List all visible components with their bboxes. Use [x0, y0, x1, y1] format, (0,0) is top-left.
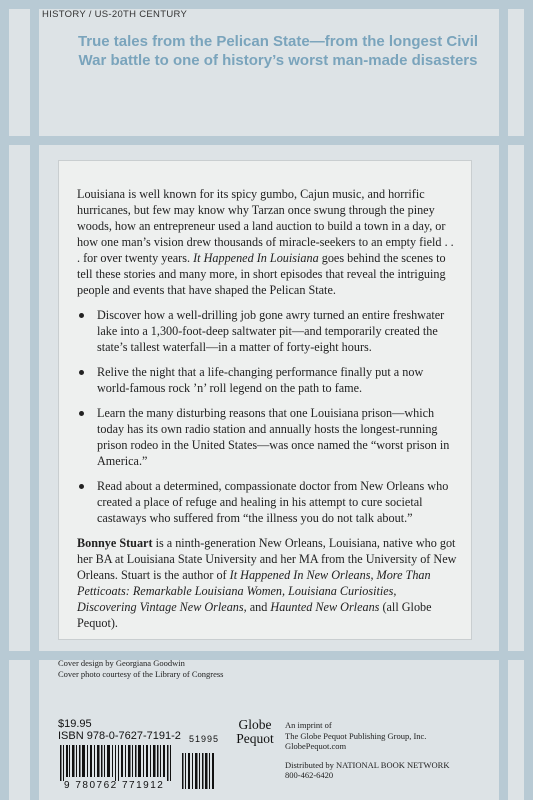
bullet-text: Learn the many disturbing reasons that one Louisiana prison—which today has its own radio station and annually hosts the longest-running prison rodeo in the United States—was once named the “worst prison in America.” — [97, 406, 450, 468]
bullet-icon — [79, 313, 84, 318]
tagline: True tales from the Pelican State—from the longest Civil War battle to one of history’s worst man-made disasters — [77, 33, 479, 69]
author-bio — [77, 535, 457, 631]
list-item — [77, 364, 457, 396]
logo-line-2: Pequot — [236, 731, 274, 746]
intro-text-2: goes behind the scenes to tell these stories and many more, in short episodes that reveal the intriguing people and events that have shaped the Pelican State. — [77, 251, 446, 297]
category-label: HISTORY / US-20TH CENTURY — [42, 9, 188, 20]
description-panel — [58, 160, 472, 640]
frame-line-left-inner — [30, 0, 39, 800]
list-item — [77, 478, 457, 526]
frame-line-left — [0, 0, 9, 800]
distributor: Distributed by NATIONAL BOOK NETWORK — [285, 759, 450, 770]
bio-text-2: and — [246, 600, 271, 614]
imprint-label: An imprint of — [285, 720, 332, 730]
bullet-icon — [79, 484, 84, 489]
photo-credit: Cover photo courtesy of the Library of Congress — [58, 669, 224, 679]
highlights-list — [77, 307, 457, 526]
list-item — [77, 405, 457, 469]
intro-paragraph — [77, 186, 457, 298]
bio-last-book: Haunted New Orleans — [270, 600, 380, 614]
publisher-website: GlobePequot.com — [285, 741, 347, 751]
bio-books: It Happened In New Orleans, More Than Petticoats: Remarkable Louisiana Women, Louisiana Curiosities, Discovering Vintage New Orleans, — [77, 568, 431, 614]
book-title: It Happened In Louisiana — [193, 251, 319, 265]
logo-line-1: Globe — [238, 717, 272, 732]
bio-text-3: (all Globe Pequot). — [77, 600, 432, 630]
bullet-text: Discover how a well-drilling job gone awry turned an entire freshwater lake into a 1,300-foot-deep saltwater pit—and temporarily created the state’s tallest waterfall—in a matter of forty-eight hours. — [97, 308, 445, 354]
barcode-addon-number: 51995 — [189, 734, 220, 744]
publisher-logo — [232, 718, 278, 746]
frame-line-upper — [0, 136, 533, 145]
publisher-info — [285, 720, 449, 781]
price: $19.95 — [58, 718, 92, 730]
isbn: ISBN 978-0-7627-7191-2 — [58, 730, 181, 742]
intro-text-1: Louisiana is well known for its spicy gumbo, Cajun music, and horrific hurricanes, but few may know why Tarzan once swung through the piney woods, how an entrepreneur used a land auction to build a town in a day, or how one man’s vision drew thousands of miracle-seekers to an empty field . . . for over twenty years. — [77, 187, 454, 265]
bullet-icon — [79, 370, 84, 375]
bullet-text: Relive the night that a life-changing performance finally put a now world-famous rock ’n’ roll legend on the path to fame. — [97, 365, 424, 395]
bio-text-1: is a ninth-generation New Orleans, Louisiana, native who got her BA at Louisiana State University and her MA from the University of New Orleans. Stuart is the author of — [77, 536, 457, 582]
frame-line-right — [524, 0, 533, 800]
design-credit: Cover design by Georgiana Goodwin — [58, 658, 185, 668]
list-item — [77, 307, 457, 355]
frame-line-right-inner — [499, 0, 508, 800]
frame-line-top — [0, 0, 533, 9]
author-name: Bonnye Stuart — [77, 536, 153, 550]
price-block — [58, 718, 181, 742]
bullet-text: Read about a determined, compassionate doctor from New Orleans who created a place of refuge and healing in his attempt to cure societal castaways who suffered from “the illness you do not talk about.” — [97, 479, 449, 525]
publisher-group: The Globe Pequot Publishing Group, Inc. — [285, 730, 427, 741]
distributor-phone: 800-462-6420 — [285, 770, 334, 780]
bullet-icon — [79, 411, 84, 416]
barcode-number: 9 780762 771912 — [64, 780, 165, 791]
cover-credits — [58, 658, 223, 680]
